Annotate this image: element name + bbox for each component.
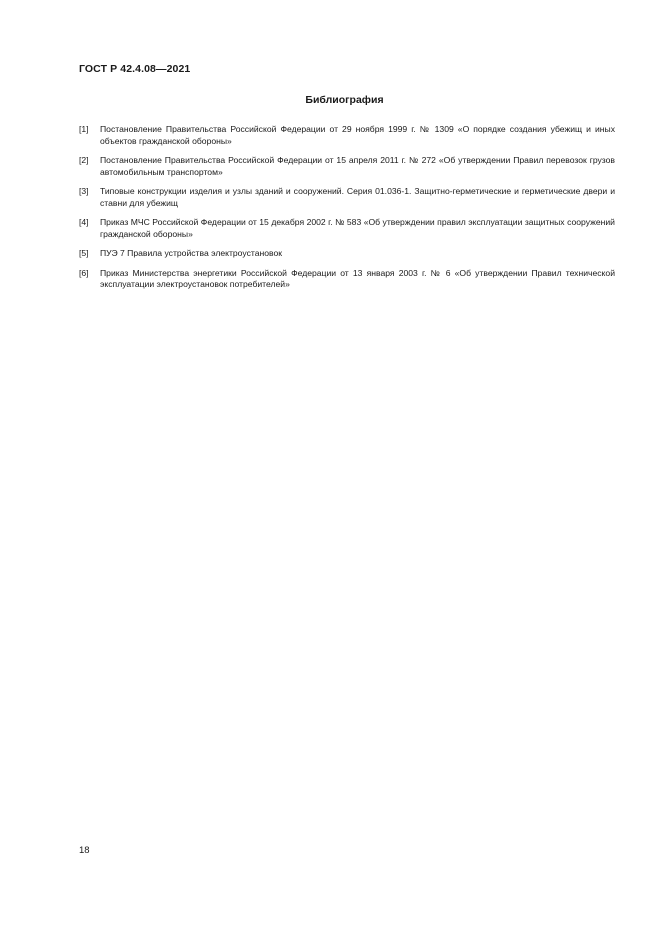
reference-text: ПУЭ 7 Правила устройства электроустановок — [100, 248, 283, 259]
reference-number: [4] — [79, 217, 89, 228]
section-title: Библиография — [305, 94, 384, 106]
bibliography-item — [79, 186, 615, 210]
reference-number: [5] — [79, 248, 89, 259]
document-header: ГОСТ Р 42.4.08—2021 — [79, 63, 191, 75]
bibliography-list — [79, 124, 615, 299]
bibliography-item — [79, 155, 615, 179]
page-number: 18 — [79, 845, 90, 856]
reference-number: [1] — [79, 124, 89, 134]
reference-text: Приказ МЧС Российской Федерации от 15 декабря 2002 г. № 583 «Об утверждении правил эксплуатации защитных сооружений гражданской обороны» — [100, 217, 615, 240]
reference-text: Постановление Правительства Российской Федерации от 29 ноября 1999 г. № 1309 «О порядке создания убежищ и иных объектов гражданской обороны» — [100, 124, 615, 146]
bibliography-item — [79, 268, 615, 292]
reference-number: [3] — [79, 186, 89, 197]
reference-text: Типовые конструкции изделия и узлы зданий и сооружений. Серия 01.036-1. Защитно-герметические и герметические двери и ставни для убежищ — [100, 186, 615, 208]
bibliography-item — [79, 217, 615, 241]
reference-text: Постановление Правительства Российской Федерации от 15 апреля 2011 г. № 272 «Об утверждении Правил перевозок грузов автомобильным транспортом» — [100, 155, 615, 177]
bibliography-item — [79, 248, 615, 260]
reference-text: Приказ Министерства энергетики Российской Федерации от 13 января 2003 г. № 6 «Об утверждении Правил технической эксплуатации электроустановок потребителей» — [100, 267, 615, 290]
reference-number: [6] — [79, 267, 89, 278]
reference-number: [2] — [79, 155, 89, 166]
bibliography-item — [79, 124, 615, 148]
